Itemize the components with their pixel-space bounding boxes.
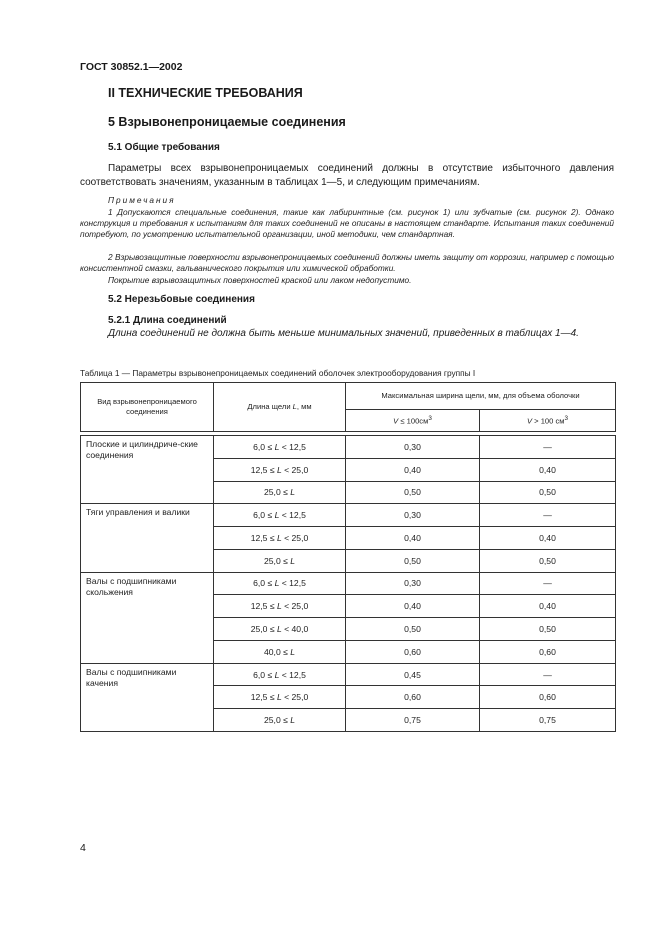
gap-width-large-volume-cell: 0,50: [480, 618, 616, 641]
subsection-title-general: 5.1 Общие требования: [108, 142, 220, 153]
section-title-flameproof-joints: 5 Взрывонепроницаемые соединения: [108, 115, 346, 129]
gap-length-cell: 40,0 ≤ L: [214, 640, 346, 663]
notes-title: Примечания: [108, 195, 176, 205]
gap-length-cell: 6,0 ≤ L < 12,5: [214, 504, 346, 527]
table-row: [81, 572, 616, 595]
gap-width-small-volume-cell: 0,60: [346, 640, 480, 663]
joint-type-cell: Тяги управления и валики: [81, 504, 214, 572]
gap-length-cell: 6,0 ≤ L < 12,5: [214, 436, 346, 459]
gap-width-large-volume-cell: —: [480, 504, 616, 527]
gap-width-small-volume-cell: 0,30: [346, 436, 480, 459]
gap-length-cell: 25,0 ≤ L: [214, 709, 346, 732]
table-row: [81, 504, 616, 527]
joint-parameters-table: [80, 382, 616, 732]
table-caption: Таблица 1 — Параметры взрывонепроницаемых соединений оболочек электрооборудования группы I: [80, 368, 476, 378]
gap-width-small-volume-cell: 0,40: [346, 458, 480, 481]
gap-length-cell: 6,0 ≤ L < 12,5: [214, 572, 346, 595]
gap-width-small-volume-cell: 0,50: [346, 618, 480, 641]
gap-length-cell: 6,0 ≤ L < 12,5: [214, 663, 346, 686]
note-2: 2 Взрывозащитные поверхности взрывонепроницаемых соединений должны иметь защиту от коррозии, например с помощью консистентной смазки, гальванического покрытия или химической обработки.: [80, 252, 614, 273]
header-max-gap-width: Максимальная ширина щели, мм, для объема оболочки: [346, 383, 616, 410]
gap-width-small-volume-cell: 0,40: [346, 595, 480, 618]
gap-length-cell: 12,5 ≤ L < 25,0: [214, 595, 346, 618]
section-title-technical-requirements: II ТЕХНИЧЕСКИЕ ТРЕБОВАНИЯ: [108, 86, 303, 100]
gap-width-large-volume-cell: —: [480, 663, 616, 686]
gap-width-large-volume-cell: 0,60: [480, 686, 616, 709]
gap-width-large-volume-cell: 0,50: [480, 549, 616, 572]
joint-length-paragraph: Длина соединений не должна быть меньше минимальных значений, приведенных в таблицах 1—4.: [108, 328, 579, 339]
gap-width-large-volume-cell: 0,40: [480, 595, 616, 618]
note-3: Покрытие взрывозащитных поверхностей краской или лаком недопустимо.: [108, 275, 412, 285]
joint-type-cell: Плоские и цилиндриче-ские соединения: [81, 436, 214, 504]
joint-type-cell: Валы с подшипниками качения: [81, 663, 214, 731]
document-code: ГОСТ 30852.1—2002: [80, 61, 183, 73]
header-volume-small: $V \le 100см^3$: [346, 410, 480, 432]
gap-length-cell: 25,0 ≤ L < 40,0: [214, 618, 346, 641]
gap-length-cell: 12,5 ≤ L < 25,0: [214, 527, 346, 550]
gap-width-small-volume-cell: 0,30: [346, 504, 480, 527]
table-row: [81, 436, 616, 459]
gap-width-large-volume-cell: —: [480, 572, 616, 595]
gap-width-small-volume-cell: 0,50: [346, 549, 480, 572]
general-requirements-paragraph: Параметры всех взрывонепроницаемых соединений должны в отсутствие избыточного давления соответствовать значениям, указанным в таблицах 1—5, и следующим примечаниям.: [80, 163, 614, 188]
gap-width-large-volume-cell: 0,40: [480, 458, 616, 481]
page-number: 4: [80, 842, 86, 854]
note-1: 1 Допускаются специальные соединения, такие как лабиринтные (см. рисунок 1) или зубчатые (см. рисунок 2). Однако конструкция и требования к испытаниям для таких соединений не описаны в настоящем стандарте. Испытания таких соединений потребуют, по усмотрению испытательной организации, иной методики, чем стандартная.: [80, 207, 614, 239]
joint-type-cell: Валы с подшипниками скольжения: [81, 572, 214, 663]
gap-length-cell: 12,5 ≤ L < 25,0: [214, 686, 346, 709]
header-gap-length: Длина щели L, мм: [214, 383, 346, 432]
gap-width-small-volume-cell: 0,30: [346, 572, 480, 595]
gap-length-cell: 12,5 ≤ L < 25,0: [214, 458, 346, 481]
header-joint-type: Вид взрывонепроницаемого соединения: [81, 383, 214, 432]
gap-width-small-volume-cell: 0,45: [346, 663, 480, 686]
gap-width-small-volume-cell: 0,40: [346, 527, 480, 550]
subsection-title-non-threaded: 5.2 Нерезьбовые соединения: [108, 294, 255, 305]
gap-width-large-volume-cell: 0,40: [480, 527, 616, 550]
gap-length-cell: 25,0 ≤ L: [214, 481, 346, 504]
subsection-title-joint-length: 5.2.1 Длина соединений: [108, 315, 227, 326]
gap-width-small-volume-cell: 0,60: [346, 686, 480, 709]
gap-width-small-volume-cell: 0,50: [346, 481, 480, 504]
gap-width-large-volume-cell: 0,60: [480, 640, 616, 663]
header-volume-large: V > 100 $см^3$: [480, 410, 616, 432]
gap-width-large-volume-cell: 0,50: [480, 481, 616, 504]
gap-width-large-volume-cell: 0,75: [480, 709, 616, 732]
gap-width-large-volume-cell: —: [480, 436, 616, 459]
gap-length-cell: 25,0 ≤ L: [214, 549, 346, 572]
table-row: [81, 663, 616, 686]
gap-width-small-volume-cell: 0,75: [346, 709, 480, 732]
